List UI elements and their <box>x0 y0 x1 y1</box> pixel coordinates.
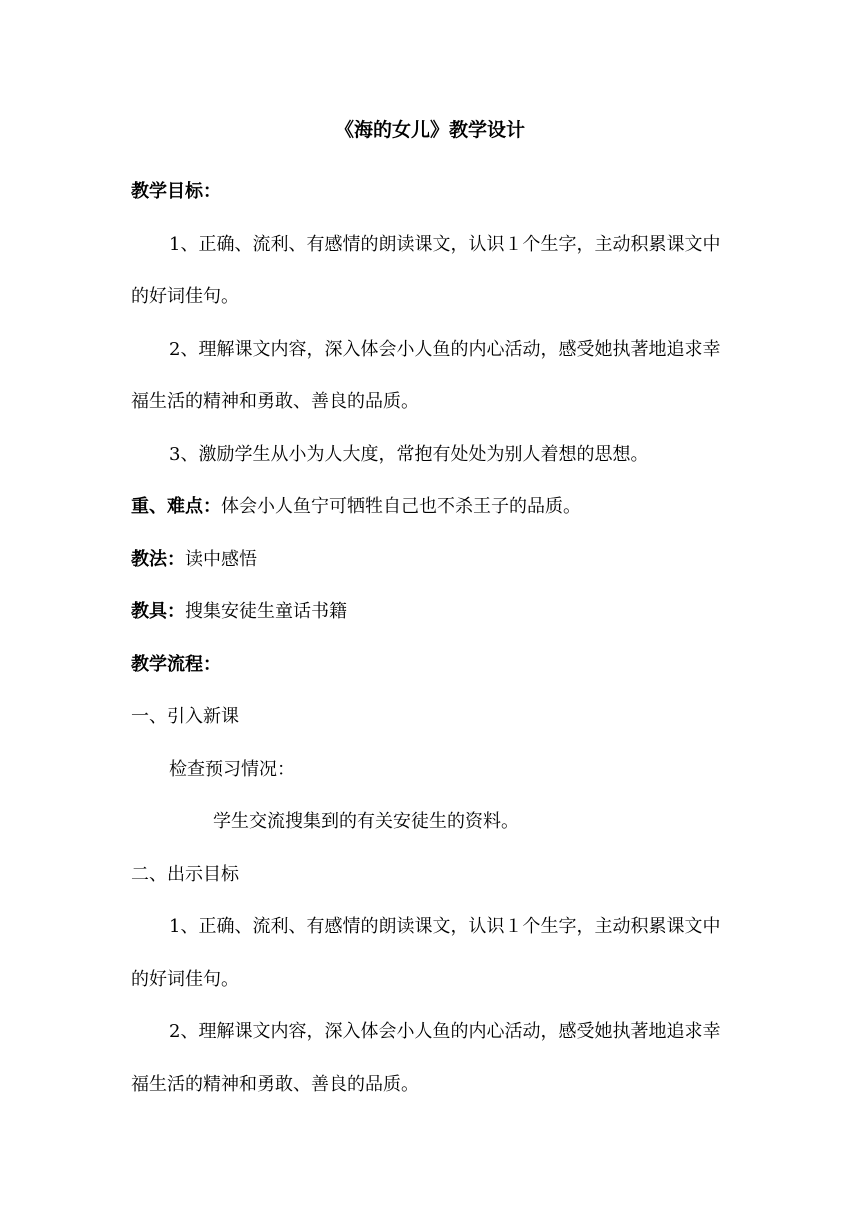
tools-text: 搜集安徒生童话书籍 <box>185 601 347 622</box>
key-points-line <box>131 481 731 534</box>
key-points-label: 重、难点： <box>131 496 221 517</box>
section-1-sub: 检查预习情况： <box>169 758 295 780</box>
method-line <box>131 534 731 587</box>
section-1-detail: 学生交流搜集到的有关安徒生的资料。 <box>213 811 519 832</box>
tools-label: 教具： <box>131 601 185 622</box>
document-body <box>131 166 731 1111</box>
document-title: 《海的女儿》教学设计 <box>334 119 525 141</box>
section-2-item-2: 2、理解课文内容，深入体会小人鱼的内心活动，感受她执著地追求幸福生活的精神和勇敢、善良的品质。 <box>131 1021 721 1095</box>
method-label: 教法： <box>131 548 185 570</box>
section-2-heading: 二、出示目标 <box>131 863 239 885</box>
tools-line <box>131 586 731 639</box>
objective-1: 1、正确、流利、有感情的朗读课文，认识１个生字，主动积累课文中的好词佳句。 <box>131 233 721 307</box>
objectives-heading: 教学目标： <box>131 181 221 202</box>
process-heading: 教学流程： <box>131 653 221 675</box>
section-1-heading: 一、引入新课 <box>131 706 239 727</box>
key-points-text: 体会小人鱼宁可牺牲自己也不杀王子的品质。 <box>221 496 581 517</box>
objective-3: 3、激励学生从小为人大度，常抱有处处为别人着想的思想。 <box>169 443 649 465</box>
method-text: 读中感悟 <box>185 548 257 570</box>
objective-2: 2、理解课文内容，深入体会小人鱼的内心活动，感受她执著地追求幸福生活的精神和勇敢、善良的品质。 <box>131 338 721 412</box>
section-2-item-1: 1、正确、流利、有感情的朗读课文，认识１个生字，主动积累课文中的好词佳句。 <box>131 916 721 990</box>
